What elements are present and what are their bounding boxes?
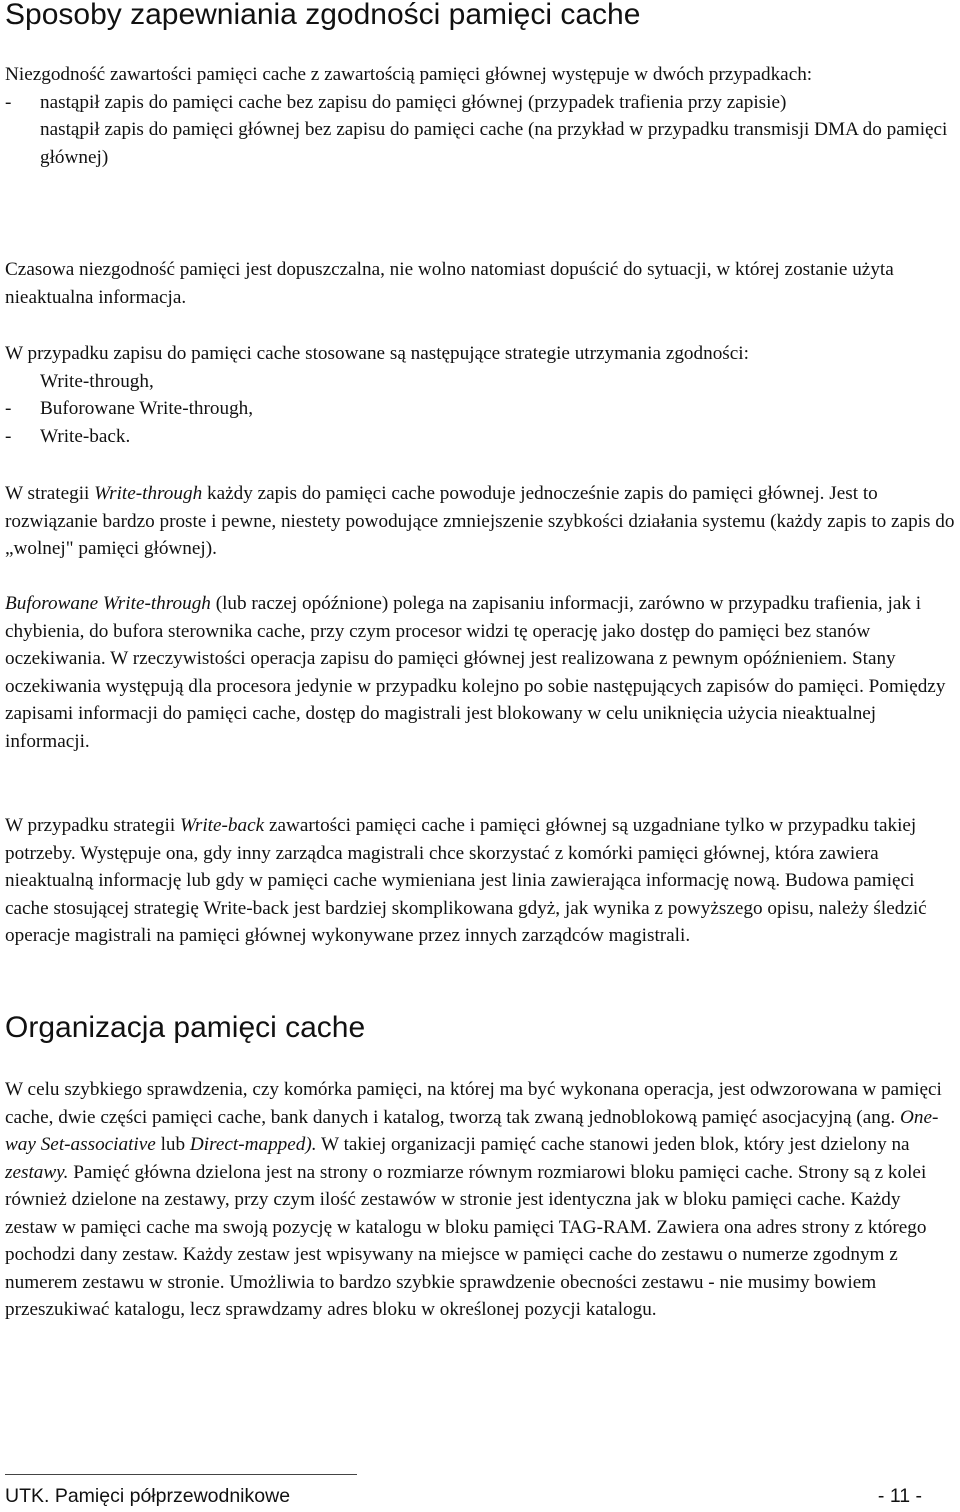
strategies-section [5, 340, 957, 450]
footer-title: UTK. Pamięci półprzewodnikowe [5, 1485, 291, 1507]
page-number: - 11 - [877, 1485, 922, 1507]
strategy-item [5, 423, 957, 451]
paragraph-temporal [5, 256, 957, 311]
list-item-text: nastąpił zapis do pamięci cache bez zapisu do pamięci głównej (przypadek trafienia przy zapisie) [40, 91, 787, 113]
term-write-back: Write-back [179, 815, 265, 836]
section-heading: Organizacja pamięci cache [5, 1011, 366, 1044]
paragraph-buffered-write-through: Buforowane Write-through (lub raczej opóźnione) polega na zapisaniu informacji, zarówno w przypadku trafienia, jak i chybienia, do bufora sterownika cache, przy czym procesor widzi tę operację jako dostęp do pamięci bez stanów oczekiwania. W rzeczywistości operacja zapisu do pamięci głównej jest realizowana z pewnym opóźnieniem. Stany oczekiwania występują dla procesora jedynie w przypadku kolejno po sobie następujących zapisów do pamięci. Pomiędzy zapisami informacji do pamięci cache, dostęp do magistrali jest blokowany w celu uniknięcia użycia nieaktualnej informacji. [5, 593, 946, 752]
intro-text: Niezgodność zawartości pamięci cache z zawartością pamięci głównej występuje w dwóch przypadkach: [5, 64, 813, 85]
term-zestawy: zestawy. [5, 1161, 69, 1183]
strategies-lead: W przypadku zapisu do pamięci cache stosowane są następujące strategie utrzymania zgodności: [5, 343, 749, 364]
list-item-text: nastąpił zapis do pamięci głównej bez zapisu do pamięci cache (na przykład w przypadku transmisji DMA do pamięci głównej) [40, 119, 948, 168]
paragraph-organization: W celu szybkiego sprawdzenia, czy komórka pamięci, na której ma być wykonana operacja, jest odwzorowana w pamięci cache, dwie części pamięci cache, bank danych i katalog, tworzą tak zwaną jednoblokową pamięć asocjacyjną (ang. One-way Set-associative lub Direct-mapped). W takiej organizacji pamięć cache stanowi jeden blok, który jest dzielony na zestawy. Pamięć główna dzielona jest na strony o rozmiarze równym rozmiarowi bloku pamięci cache. Strony są z kolei również dzielone na zestawy, przy czym ilość zestawów w stronie jest identyczna jak w bloku pamięci cache. Każdy zestaw w pamięci cache ma swoją pozycję w katalogu w bloku pamięci TAG-RAM. Zawiera ona adres strony z którego pochodzi dany zestaw. Każdy zestaw jest wpisywany na miejsce w pamięci cache do zestawu o numerze zgodnym z numerem zestawu w stronie. Umożliwia to bardzo szybkie sprawdzenie obecności zestawu - nie musimy bowiem przeszukiwać katalogu, lecz sprawdzamy adres bloku w określonej pozycji katalogu. [5, 1079, 942, 1320]
paragraph-text: Czasowa niezgodność pamięci jest dopuszczalna, nie wolno natomiast dopuścić do sytuacji, w której zostanie użyta nieaktualna informacja. [5, 259, 894, 308]
strategy-item-text: Write-through, [40, 370, 154, 392]
strategy-item-text: Write-back. [40, 425, 131, 447]
intro-section [5, 61, 957, 171]
term-direct-mapped: Direct-mapped). [189, 1134, 317, 1155]
footer-divider [5, 1474, 357, 1475]
list-item [5, 116, 957, 171]
list-marker: - [5, 91, 12, 113]
strategy-item [5, 395, 957, 423]
term-one-way: One-way Set-associative [5, 1106, 939, 1155]
term-write-through: Write-through [94, 483, 203, 504]
strategy-item [5, 368, 957, 396]
list-marker: - [5, 398, 12, 419]
page-title: Sposoby zapewniania zgodności pamięci cache [5, 0, 641, 31]
strategy-item-text: Buforowane Write-through, [40, 398, 254, 419]
list-item [5, 89, 957, 117]
term-buffered-write-through: Buforowane Write-through [5, 593, 211, 614]
paragraph-write-back: W przypadku strategii Write-back zawartości pamięci cache i pamięci głównej są uzgadniane tylko w przypadku takiej potrzeby. Występuje ona, gdy inny zarządca magistrali chce skorzystać z komórki pamięci głównej, która zawiera nieaktualną informację lub gdy w pamięci cache wymieniana jest linia zawierająca informację nową. Budowa pamięci cache stosującej strategię Write-back jest bardziej skomplikowana gdyż, jak wynika z powyższego opisu, należy śledzić operacje magistrali na pamięci głównej wykonywane przez innych zarządców magistrali. [5, 815, 927, 946]
paragraph-write-through: W strategii Write-through każdy zapis do pamięci cache powoduje jednocześnie zapis do pamięci głównej. Jest to rozwiązanie bardzo proste i pewne, niestety powodujące zmniejszenie szybkości działania systemu (każdy zapis to zapis do „wolnej" pamięci głównej). [5, 483, 955, 559]
list-marker: - [5, 425, 12, 447]
list-marker [5, 368, 40, 396]
